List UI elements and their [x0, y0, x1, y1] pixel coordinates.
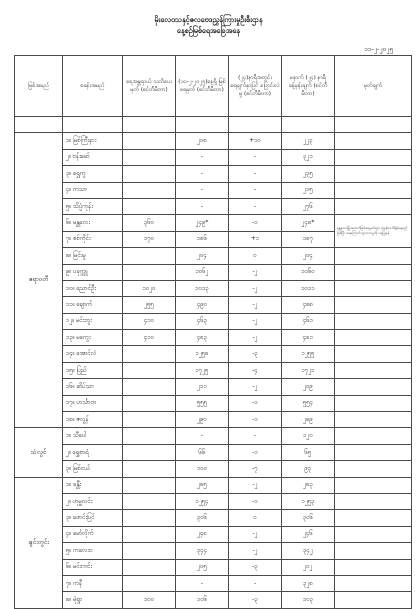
change-cell: ၀	[229, 510, 282, 526]
change-cell: -၄	[229, 362, 282, 378]
forecast-cell: ၂၁၅	[282, 182, 335, 198]
table-row	[15, 362, 412, 378]
table-row	[15, 264, 412, 280]
station-cell: ၁၃။ မကွေး	[63, 330, 123, 346]
prev-cell: ၄၆၃	[176, 313, 229, 329]
forecast-cell: ၁၀၁၁	[282, 280, 335, 296]
prev-cell: ၅၅၅	[176, 395, 229, 411]
header-remark: မှတ်ချက်	[335, 56, 412, 117]
remark-cell	[335, 526, 412, 542]
danger-cell	[123, 346, 176, 362]
table-row	[15, 198, 412, 214]
table-row	[15, 477, 412, 493]
remark-cell	[335, 330, 412, 346]
table-row	[15, 412, 412, 428]
prev-cell: ၁၀၁၃	[176, 280, 229, 296]
remark-cell	[335, 346, 412, 362]
prev-cell: ၁၈၆	[176, 231, 229, 247]
forecast-cell: ၄၈၁	[282, 330, 335, 346]
prev-cell: ၁၂၅၈	[176, 346, 229, 362]
remark-cell: မန္တလေးမြို့အထက်မြစ်ရေမှတ်များ ပုံမှန်ထက်နိမ့်နေမည်ဖြစ်ပြီး ရေကြောင်းသွားလာမှုကို ဂရုပြုရန်	[335, 215, 412, 248]
danger-cell	[123, 493, 176, 509]
remark-cell	[335, 149, 412, 165]
forecast-cell: ၃၂၈	[282, 575, 335, 591]
prev-cell: -	[176, 198, 229, 214]
station-cell: ၁၁။ ချောက်	[63, 297, 123, 313]
forecast-cell: ၂၈၃	[282, 477, 335, 493]
danger-cell: ၃၆၀	[123, 215, 176, 231]
remark-cell	[335, 493, 412, 509]
remark-cell	[335, 428, 412, 444]
header-station: စခန်းအမည်	[63, 56, 123, 117]
report-date: ၁၁-၂-၂၀၂၅	[364, 45, 393, 53]
change-cell: -	[229, 428, 282, 444]
station-cell: ၁၇။ ဟင်္သာတ	[63, 395, 123, 411]
forecast-cell: ၂၄၈*	[282, 215, 335, 231]
station-cell: ၁၆။ ဆိပ်သာ	[63, 379, 123, 395]
prev-cell: ၃၄၄	[176, 543, 229, 559]
table-row	[15, 444, 412, 460]
station-cell: ၁၅။ ပြည်	[63, 362, 123, 378]
prev-cell: ၃၀၆	[176, 510, 229, 526]
danger-cell: ၂၅၅	[123, 297, 176, 313]
table-row	[15, 395, 412, 411]
prev-cell: ၁၀၆	[176, 592, 229, 608]
prev-cell: ၂၀၈	[176, 133, 229, 149]
prev-cell: -	[176, 428, 229, 444]
prev-cell: ၁၀၆၂	[176, 264, 229, 280]
station-cell: ၂။ ဗန်းမော်	[63, 149, 123, 165]
table-row	[15, 461, 412, 477]
prev-cell: -	[176, 182, 229, 198]
station-cell: ၃။ ဖောင်းပြင်	[63, 510, 123, 526]
station-cell: ၈။ မုံရွာ	[63, 592, 123, 608]
water-level-table	[14, 55, 412, 609]
forecast-cell: ၂၂၃	[282, 133, 335, 149]
change-cell: -၃	[229, 559, 282, 575]
forecast-cell: ၅၅၄	[282, 395, 335, 411]
forecast-cell: ၁၀၆၀	[282, 264, 335, 280]
change-cell: -၂	[229, 330, 282, 346]
remark-cell	[335, 198, 412, 214]
danger-cell	[123, 182, 176, 198]
remark-cell	[335, 133, 412, 149]
prev-cell: ၂၈၅	[176, 477, 229, 493]
change-cell: -၂	[229, 313, 282, 329]
change-cell: -၁	[229, 412, 282, 428]
forecast-cell: ၆၅	[282, 444, 335, 460]
table-row	[15, 559, 412, 575]
table-row	[15, 297, 412, 313]
prev-cell: -	[176, 166, 229, 182]
change-cell: -၁	[229, 493, 282, 509]
remark-cell	[335, 559, 412, 575]
prev-cell: ၂၀၅	[176, 559, 229, 575]
forecast-cell: ၂၃၅	[282, 166, 335, 182]
station-cell: ၆။ မန္တလေး	[63, 215, 123, 231]
forecast-cell: ၁၀၃	[282, 592, 335, 608]
header-river: မြစ်အမည်	[15, 56, 63, 117]
danger-cell	[123, 379, 176, 395]
remark-cell	[335, 395, 412, 411]
change-cell: -	[229, 182, 282, 198]
prev-cell: -	[176, 575, 229, 591]
table-row	[15, 133, 412, 149]
forecast-cell: ၂၀၉	[282, 379, 335, 395]
danger-cell	[123, 428, 176, 444]
river-group-cell: ဧရာဝတီ	[15, 133, 63, 428]
document-title: မိုးလေဝသနှင့်ဇလဗေဒညွှန်ကြားမှုဦးစီးဌာန	[154, 15, 263, 24]
header-danger-level: ရေအန္တရာယ် သတိပေးမှတ် (စင်တီမီတာ)	[123, 56, 176, 117]
danger-cell: ၁၇၀	[123, 231, 176, 247]
remark-cell	[335, 264, 412, 280]
station-cell: ၇။ ကနီ	[63, 575, 123, 591]
danger-cell	[123, 461, 176, 477]
table-row	[15, 330, 412, 346]
forecast-cell: ၃၂၁	[282, 149, 335, 165]
remark-cell	[335, 379, 412, 395]
table-header-row	[15, 56, 412, 117]
danger-cell	[123, 362, 176, 378]
remark-cell	[335, 592, 412, 608]
station-cell: ၁၄။ အောင်လံ	[63, 346, 123, 362]
danger-cell	[123, 543, 176, 559]
danger-cell	[123, 575, 176, 591]
station-cell: ၅။ သိပ္ပံကုန်း	[63, 198, 123, 214]
danger-cell	[123, 477, 176, 493]
forecast-cell: ၉၃	[282, 461, 335, 477]
prev-cell: ၁၀၀	[176, 461, 229, 477]
remark-cell	[335, 543, 412, 559]
table-row	[15, 346, 412, 362]
change-cell: -၂	[229, 280, 282, 296]
danger-cell	[123, 248, 176, 264]
station-cell: ၄။ မော်လိုက်	[63, 526, 123, 542]
station-cell: ၇။ စစ်ကိုင်း	[63, 231, 123, 247]
remark-cell	[335, 280, 412, 296]
danger-cell	[123, 526, 176, 542]
station-cell: ၁။ မြစ်ကြီးနား	[63, 133, 123, 149]
danger-cell	[123, 166, 176, 182]
change-cell: -၁	[229, 215, 282, 231]
danger-cell	[123, 133, 176, 149]
station-cell: ၃။ ရွှေကူ	[63, 166, 123, 182]
remark-cell	[335, 248, 412, 264]
prev-cell: -	[176, 149, 229, 165]
station-cell: ၁၀။ ညောင်ဦး	[63, 280, 123, 296]
table-row	[15, 313, 412, 329]
table-row	[15, 510, 412, 526]
table-row	[15, 280, 412, 296]
station-cell: ၁။ သီပေါ	[63, 428, 123, 444]
header-change: (၂၄)နာရီအတွင်း ရေမျက်နှာပြင် ပြောင်းလဲမှု (စင်တီမီတာ)	[229, 56, 282, 117]
prev-cell: ၁၇၂၅	[176, 362, 229, 378]
prev-cell: ၂၉၀	[176, 412, 229, 428]
remark-cell	[335, 362, 412, 378]
table-row	[15, 543, 412, 559]
danger-cell	[123, 264, 176, 280]
forecast-cell: ၃၀၆	[282, 510, 335, 526]
change-cell: -၂	[229, 379, 282, 395]
prev-cell: ၄၉၀	[176, 297, 229, 313]
change-cell: -၇	[229, 461, 282, 477]
table-row	[15, 575, 412, 591]
change-cell: -၃	[229, 592, 282, 608]
change-cell: -၂	[229, 264, 282, 280]
danger-cell	[123, 510, 176, 526]
table-row	[15, 493, 412, 509]
remark-cell	[335, 313, 412, 329]
station-cell: ၁၂။ မင်းဘူး	[63, 313, 123, 329]
header-forecast: နောက် (၂၄) နာရီ ခန့်မှန်းချက် (စင်တီမီတာ)	[282, 56, 335, 117]
change-cell: ၀	[229, 248, 282, 264]
prev-cell: ၆၆	[176, 444, 229, 460]
table-row	[15, 182, 412, 198]
forecast-cell: ၂၈၉	[282, 412, 335, 428]
danger-cell: ၁၀၀	[123, 592, 176, 608]
table-row	[15, 379, 412, 395]
header-previous-level: (၁၀-၂-၂၀၂၅)နေ့ရှိ မြစ်ရေမှတ် (စင်တီမီတာ)	[176, 56, 229, 117]
table-row	[15, 526, 412, 542]
change-cell: -၃	[229, 346, 282, 362]
danger-cell	[123, 395, 176, 411]
change-cell: -	[229, 166, 282, 182]
forecast-cell: ၁၇၂၁	[282, 362, 335, 378]
remark-cell	[335, 575, 412, 591]
station-cell: ၁။ ခန္တီး	[63, 477, 123, 493]
forecast-cell: ၄၆၁	[282, 313, 335, 329]
forecast-cell: ၂၄၆	[282, 526, 335, 542]
remark-cell	[335, 444, 412, 460]
forecast-cell: ၁၂၅၅	[282, 346, 335, 362]
prev-cell: ၂၁၁	[176, 379, 229, 395]
station-cell: ၃။ မြစ်ငယ်	[63, 461, 123, 477]
prev-cell: ၄၈၃	[176, 330, 229, 346]
danger-cell: ၄၁၀	[123, 330, 176, 346]
prev-cell: ၁၂၅၄	[176, 493, 229, 509]
remark-cell	[335, 297, 412, 313]
table-row	[15, 428, 412, 444]
spacer-row	[15, 117, 412, 133]
table-row	[15, 215, 412, 231]
forecast-cell: ၁၂၅၃	[282, 493, 335, 509]
remark-cell	[335, 166, 412, 182]
table-row	[15, 248, 412, 264]
river-group-cell: ချင်းတွင်း	[15, 477, 63, 608]
prev-cell: ၂၀၄	[176, 248, 229, 264]
remark-cell	[335, 510, 412, 526]
forecast-cell: ၂၀၄	[282, 248, 335, 264]
change-cell: -၂	[229, 526, 282, 542]
remark-cell	[335, 461, 412, 477]
forecast-cell: ၄၈၈	[282, 297, 335, 313]
station-cell: ၆။ မင်းကင်း	[63, 559, 123, 575]
forecast-cell: ၁၂၀	[282, 428, 335, 444]
danger-cell	[123, 444, 176, 460]
station-cell: ၄။ ကသာ	[63, 182, 123, 198]
change-cell: -	[229, 149, 282, 165]
station-cell: ၈။ မြင်းမူ	[63, 248, 123, 264]
station-cell: ၂။ ရွှေစာရံ	[63, 444, 123, 460]
forecast-cell: ၂၇၆	[282, 198, 335, 214]
station-cell: ၅။ ကလေးဝ	[63, 543, 123, 559]
station-cell: ၂။ ဟုမ္မလင်း	[63, 493, 123, 509]
forecast-cell: ၁၈၇	[282, 231, 335, 247]
table-row	[15, 166, 412, 182]
change-cell: -၂	[229, 543, 282, 559]
remark-cell	[335, 477, 412, 493]
change-cell: -	[229, 198, 282, 214]
prev-cell: ၂၄၉*	[176, 215, 229, 231]
change-cell: -၂	[229, 477, 282, 493]
change-cell: +၁၀	[229, 133, 282, 149]
danger-cell	[123, 198, 176, 214]
change-cell: -၁	[229, 444, 282, 460]
danger-cell	[123, 412, 176, 428]
remark-cell	[335, 412, 412, 428]
change-cell: -	[229, 575, 282, 591]
danger-cell: ၄၁၀	[123, 313, 176, 329]
station-cell: ၁၈။ ဇလွန်	[63, 412, 123, 428]
danger-cell	[123, 559, 176, 575]
change-cell: -၁	[229, 395, 282, 411]
change-cell: -၂	[229, 297, 282, 313]
remark-cell	[335, 182, 412, 198]
station-cell: ၉။ ပခုက္ကူ	[63, 264, 123, 280]
forecast-cell: ၂၀၂	[282, 559, 335, 575]
forecast-cell: ၃၄၂	[282, 543, 335, 559]
danger-cell: ၁၀၂၀	[123, 280, 176, 296]
document-subtitle: နေ့စဉ်မြစ်ရေအခြေအနေ	[176, 26, 241, 35]
change-cell: +၁	[229, 231, 282, 247]
danger-cell	[123, 149, 176, 165]
table-row	[15, 592, 412, 608]
table-row	[15, 149, 412, 165]
river-group-cell: သံလွင်	[15, 428, 63, 477]
prev-cell: ၂၄၈	[176, 526, 229, 542]
